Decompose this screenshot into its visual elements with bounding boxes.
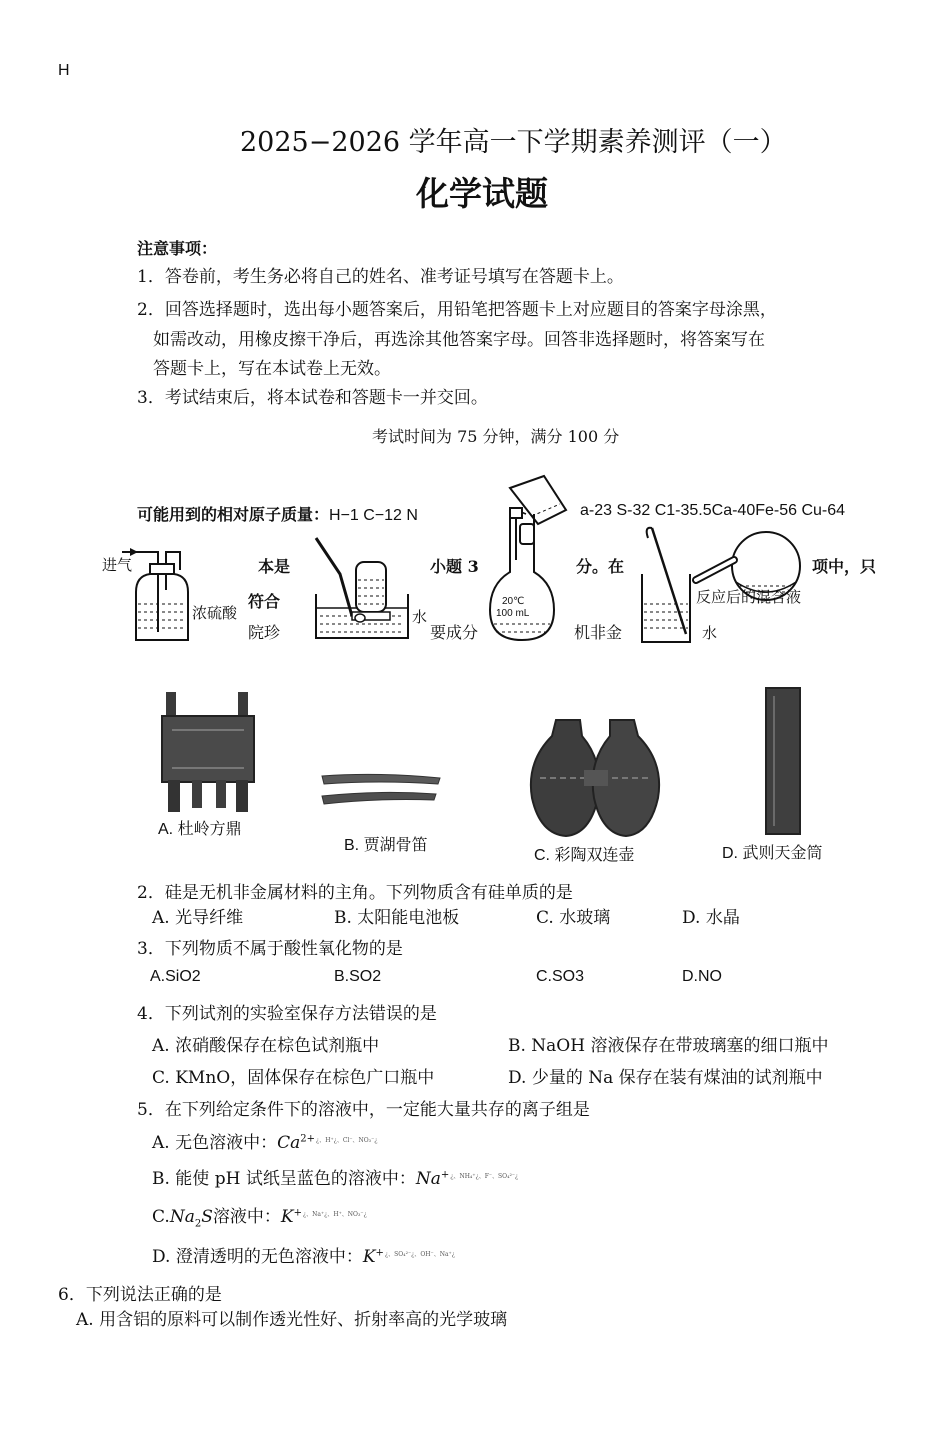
header-mark: H [58,62,70,79]
q5-stem: 5．在下列给定条件下的溶液中，一定能大量共存的离子组是 [137,1100,590,1120]
page-subtitle: 化学试题 [416,174,548,213]
q5-d-charge: + [375,1247,384,1259]
q5-a-rest: ¿、H⁺¿、Cl⁻、NO₃⁻¿ [316,1137,378,1144]
atomic-mass-line [137,502,418,525]
double-pot-icon [526,718,666,838]
notice-item: 1．答卷前，考生务必将自己的姓名、准考证号填写在答题卡上。 [137,267,624,287]
q5-d-rest: ¿、SO₄²⁻¿、OH⁻、Na⁺¿ [384,1251,455,1258]
q5-d-prefix: D. 澄清透明的无色溶液中： [152,1247,363,1267]
q5-b-ion: Na [415,1169,441,1189]
q5-c-prefix: C. [152,1207,170,1227]
q2-option-d: D. 水晶 [682,908,740,928]
label-mixture: 反应后的混合液 [696,588,802,606]
bone-flute-icon [318,770,442,810]
q2-stem: 2．硅是无机非金属材料的主角。下列物质含有硅单质的是 [137,883,573,903]
fragment-text: 本是 [258,557,291,576]
fragment-text: 机非金 [574,623,623,642]
fragment-text: 小题 3 [430,557,479,576]
notice-item: 答题卡上，写在本试卷上无效。 [153,359,391,379]
q4-stem: 4．下列试剂的实验室保存方法错误的是 [137,1004,437,1024]
fragment-text: 要成分 [430,623,479,642]
ding-cauldron-icon [160,690,256,814]
q6-option-a: A. 用含铝的原料可以制作透光性好、折射率高的光学玻璃 [76,1310,508,1330]
q5-option-a [152,1128,377,1153]
q2-option-b: B. 太阳能电池板 [334,908,460,928]
q4-option-c: C. KMnO，固体保存在棕色广口瓶中 [152,1068,435,1088]
q5-d-ion: K [362,1247,376,1267]
fragment-text: 项中，只 [812,557,877,576]
q1-option-a: A. 杜岭方鼎 [158,821,242,838]
gold-tablet-icon [764,686,804,836]
q5-a-prefix: A. 无色溶液中： [152,1133,278,1153]
q5-b-rest: ¿、NH₄⁺¿、F⁻、SO₄²⁻¿ [450,1173,519,1180]
atomic-mass-label: 可能用到的相对原子质量： [137,505,330,524]
q5-option-c [152,1202,367,1229]
q3-option-b: B.SO2 [334,968,382,985]
fragment-text: 符合 [248,592,281,611]
q5-a-ion: Ca [277,1133,301,1153]
q5-option-b [152,1164,518,1189]
notice-item: 2．回答选择题时，选出每小题答案后，用铅笔把答题卡上对应题目的答案字母涂黑， [137,300,777,320]
q5-option-d [152,1242,455,1267]
q5-c-mid: 溶液中： [212,1207,281,1227]
label-water: 水 [412,608,428,626]
q2-option-c: C. 水玻璃 [536,908,611,928]
flask-volume-label: 100 mL [496,608,530,619]
flask-temp-label: 20℃ [502,596,525,607]
atomic-mass-left: H−1 C−12 N [329,507,418,524]
q5-b-charge: + [440,1169,450,1181]
label-inlet: 进气 [102,556,133,574]
notice-item: 3．考试结束后，将本试卷和答题卡一并交回。 [137,388,488,408]
q5-c-rest: ¿、Na⁺¿、H⁺、NO₃⁻¿ [302,1211,367,1218]
fragment-text: 分。在 [576,557,625,576]
q4-option-a: A. 浓硝酸保存在棕色试剂瓶中 [152,1036,380,1056]
q1-option-c: C. 彩陶双连壶 [534,847,635,864]
q5-c-formula-b: S [201,1207,213,1227]
notice-item: 如需改动，用橡皮擦干净后，再选涂其他答案字母。回答非选择题时，将答案写在 [153,330,765,350]
q2-option-a: A. 光导纤维 [152,908,244,928]
q6-stem: 6．下列说法正确的是 [58,1285,222,1305]
q4-option-d: D. 少量的 Na 保存在装有煤油的试剂瓶中 [508,1068,823,1088]
q5-a-charge: 2+ [300,1133,315,1145]
q5-c-formula-sub: 2 [194,1218,202,1230]
water-trough-icon [312,536,422,646]
q3-option-c: C.SO3 [536,968,585,985]
q1-option-d: D. 武则天金筒 [722,845,823,862]
page-title: 2025−2026 学年高一下学期素养测评（一） [240,127,787,158]
q5-b-prefix: B. 能使 pH 试纸呈蓝色的溶液中： [152,1169,416,1189]
q4-option-b: B. NaOH 溶液保存在带玻璃塞的细口瓶中 [508,1036,829,1056]
q5-c-charge: + [293,1207,302,1219]
q3-option-d: D.NO [682,968,722,985]
q1-option-b: B. 贾湖骨笛 [344,837,428,854]
label-water: 水 [702,624,718,642]
exam-time: 考试时间为 75 分钟，满分 100 分 [372,427,620,446]
label-acid: 浓硫酸 [192,604,238,622]
fragment-text: 院珍 [248,623,281,642]
q5-c-ion: K [280,1207,294,1227]
volumetric-flask-icon [480,474,590,649]
gas-washing-bottle-icon [100,540,240,650]
q3-stem: 3．下列物质不属于酸性氧化物的是 [137,939,403,959]
notice-heading: 注意事项： [137,239,218,258]
q3-option-a: A.SiO2 [150,968,201,985]
q5-c-formula: Na [169,1207,195,1227]
atomic-mass-right: a-23 S-32 C1-35.5Ca-40Fe-56 Cu-64 [580,502,846,519]
